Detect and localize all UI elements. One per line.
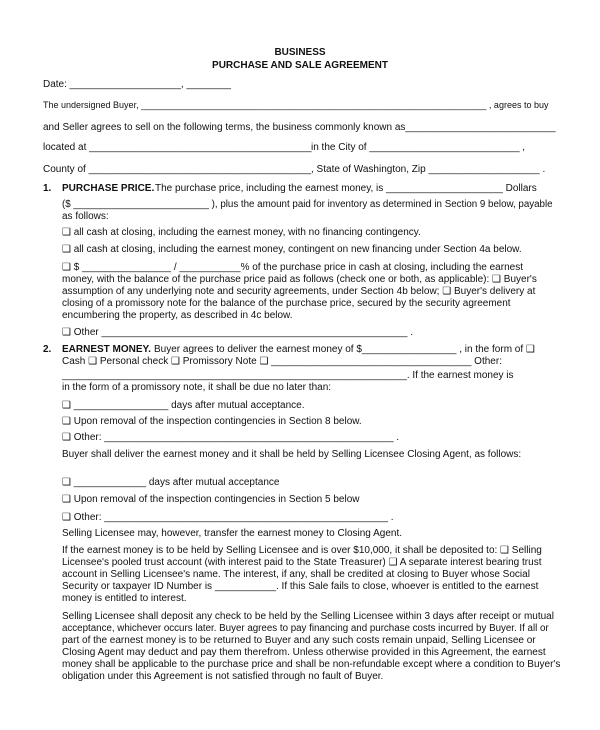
deposit-para-line-5: money is entitled to interest. [62,593,187,604]
located-at-line: located at ________________________________________ [43,142,312,153]
state-zip-line: , State of Washington, Zip ____________________ . [311,164,546,175]
option-all-cash-financing: ❑ all cash at closing, including the earnest money, contingent on new financing under Section 4a below. [62,244,522,255]
seller-line: and Seller agrees to sell on the following terms, the business commonly known as___________________________ [43,122,556,133]
held-by-line: Buyer shall deliver the earnest money and it shall be held by Selling Licensee Closing Agent, as follows: [62,449,522,460]
check-para-line-6: obligation under this Agreement is not satisfied through no fault of Buyer. [62,671,384,682]
buyer-line: The undersigned Buyer, _____________________________________________________________________ , agrees to buy [43,100,549,110]
city-line: in the City of ___________________________ , [311,142,526,153]
section-2-number: 2. [43,344,52,355]
held-option-inspection: ❑ Upon removal of the inspection contingencies in Section 5 below [62,494,360,505]
note-option-inspection: ❑ Upon removal of the inspection contingencies in Section 8 below. [62,416,362,427]
section-1-line-2: ($ _________________________ ), plus the amount paid for inventory as determined in Section 9 below, payable [62,199,553,210]
transfer-note: Selling Licensee may, however, transfer the earnest money to Closing Agent. [62,528,403,539]
section-2-line-4: in the form of a promissory note, it shall be due no later than: [62,382,332,393]
section-2-line-1: Buyer agrees to deliver the earnest money of $_________________ , in the form of ❑ [154,344,535,355]
option-partial-cash-line-1: ❑ $ ________________ / ___________% of the purchase price in cash at closing, including the earnest [62,262,523,273]
section-2-line-2: Cash ❑ Personal check ❑ Promissory Note ❑ ____________________________________ Other: [62,356,502,367]
section-2-line-3: ______________________________________________________________. If the earnest money is [62,370,514,381]
held-option-days: ❑ _____________ days after mutual acceptance [62,477,280,488]
option-partial-cash-line-2: money, with the balance of the purchase price paid as follows (check one or both, as applicable): ❑ Buyer's [62,274,537,285]
option-other: ❑ Other _______________________________________________________ . [62,327,413,338]
section-2-heading: EARNEST MONEY. [62,344,151,355]
note-option-days: ❑ _________________ days after mutual acceptance. [62,400,305,411]
option-partial-cash-line-5: encumbering the property, as described in 4c below. [62,310,293,321]
title-line-2: PURCHASE AND SALE AGREEMENT [212,60,388,71]
title-line-1: BUSINESS [274,47,326,58]
deposit-para-line-2: Licensee's pooled trust account (with interest paid to the State Treasurer) ❑ A separate interest bearing trust [62,557,542,568]
deposit-para-line-3: account in Selling Licensee's name. The interest, if any, shall be credited at closing to Buyer whose Social [62,569,530,580]
section-1-line-3: as follows: [62,211,109,222]
section-1-heading: PURCHASE PRICE. [62,183,155,194]
county-line: County of ________________________________________ [43,164,312,175]
held-option-other: ❑ Other: ___________________________________________________ . [62,512,394,523]
note-option-other: ❑ Other: ____________________________________________________ . [62,432,400,443]
deposit-para-line-1: If the earnest money is to be held by Selling Licensee and is over $10,000, it shall be deposited to: ❑ Selling [62,545,542,556]
check-para-line-5: money shall be applicable to the purchase price and shall be non-refundable except where a condition to Buyer's [62,659,561,670]
section-1-number: 1. [43,183,52,194]
option-partial-cash-line-4: closing of a promissory note for the balance of the purchase price, secured by the security agreement [62,298,511,309]
deposit-para-line-4: Security or taxpayer ID Number is ___________. If this Sale fails to close, whoever is entitled to the earnest [62,581,539,592]
check-para-line-2: acceptance, whichever occurs later. Buyer agrees to pay financing and purchase costs incurred by Buyer. If all or [62,623,549,634]
section-1-line-1: The purchase price, including the earnest money, is _____________________ Dollars [155,183,537,194]
check-para-line-3: part of the earnest money is to be returned to Buyer and any such costs remain unpaid, Selling Licensee or [62,635,536,646]
check-para-line-1: Selling Licensee shall deposit any check to be held by the Selling Licensee within 3 days after receipt or mutual [62,611,554,622]
option-partial-cash-line-3: assumption of any underlying note and security agreements, under Section 4b below; ❑ Buyer's delivery at [62,286,536,297]
check-para-line-4: Closing Agent may deduct and pay them therefrom. Unless otherwise provided in this Agreement, the earnest [62,647,546,658]
date-line: Date: ____________________, ________ [43,79,231,90]
option-all-cash-no-financing: ❑ all cash at closing, including the earnest money, with no financing contingency. [62,227,421,238]
